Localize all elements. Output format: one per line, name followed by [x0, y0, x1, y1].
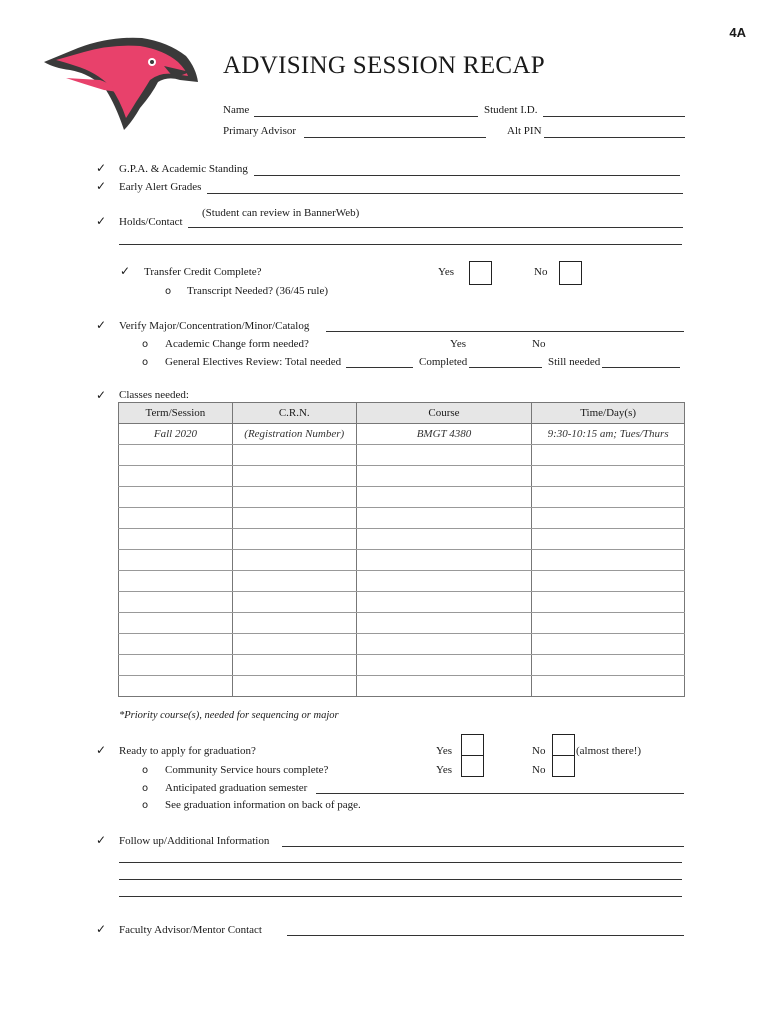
bullet-icon: o	[142, 765, 149, 776]
follow-up-field-4[interactable]	[119, 896, 682, 897]
name-label: Name	[223, 104, 250, 116]
table-cell[interactable]	[232, 571, 356, 592]
col-header-crn: C.R.N.	[232, 403, 356, 424]
table-cell[interactable]	[356, 676, 532, 697]
table-cell[interactable]	[232, 655, 356, 676]
table-cell[interactable]	[356, 550, 532, 571]
student-id-label: Student I.D.	[484, 104, 538, 116]
verify-major-field[interactable]	[326, 331, 684, 332]
academic-no-label: No	[532, 338, 546, 350]
table-cell[interactable]	[532, 592, 685, 613]
transfer-no-label: No	[534, 266, 548, 278]
table-cell[interactable]	[232, 466, 356, 487]
table-cell[interactable]	[119, 571, 233, 592]
follow-up-label: Follow up/Additional Information	[119, 835, 270, 847]
table-cell[interactable]	[232, 529, 356, 550]
table-cell[interactable]	[532, 445, 685, 466]
table-cell[interactable]	[119, 466, 233, 487]
bullet-icon: o	[165, 286, 172, 297]
total-needed-field[interactable]	[346, 367, 413, 368]
table-cell[interactable]	[232, 613, 356, 634]
still-needed-field[interactable]	[602, 367, 680, 368]
table-cell[interactable]	[532, 613, 685, 634]
holds-note: (Student can review in BannerWeb)	[202, 207, 360, 219]
table-cell[interactable]	[232, 487, 356, 508]
table-cell[interactable]	[119, 508, 233, 529]
classes-needed-label: Classes needed:	[119, 389, 189, 401]
student-id-field[interactable]	[543, 116, 685, 117]
transfer-yes-label: Yes	[438, 266, 455, 278]
classes-table	[118, 402, 685, 697]
community-yes-checkbox[interactable]	[461, 755, 484, 777]
table-row	[119, 550, 685, 571]
checkmark-icon: ✓	[120, 264, 131, 278]
table-row	[119, 466, 685, 487]
academic-yes-label: Yes	[450, 338, 467, 350]
checkmark-icon: ✓	[96, 743, 107, 757]
gen-electives-label: General Electives Review: Total needed	[165, 356, 342, 368]
completed-label: Completed	[419, 356, 468, 368]
table-cell[interactable]	[532, 550, 685, 571]
ready-no-label: No	[532, 745, 546, 757]
alt-pin-label: Alt PIN	[507, 125, 542, 137]
table-cell[interactable]	[356, 571, 532, 592]
table-cell[interactable]	[532, 508, 685, 529]
ready-yes-checkbox[interactable]	[461, 734, 484, 756]
primary-advisor-field[interactable]	[304, 137, 486, 138]
table-cell[interactable]	[356, 655, 532, 676]
checkmark-icon: ✓	[96, 179, 107, 193]
priority-footnote: *Priority course(s), needed for sequencing or major	[119, 710, 339, 721]
table-row	[119, 508, 685, 529]
table-row	[119, 487, 685, 508]
alt-pin-field[interactable]	[544, 137, 685, 138]
table-cell[interactable]	[232, 592, 356, 613]
table-cell[interactable]	[232, 550, 356, 571]
checkmark-icon: ✓	[96, 318, 107, 332]
page-title: ADVISING SESSION RECAP	[223, 52, 545, 79]
checkmark-icon: ✓	[96, 388, 107, 402]
early-alert-field[interactable]	[207, 193, 683, 194]
table-cell[interactable]	[232, 508, 356, 529]
ready-yes-label: Yes	[436, 745, 453, 757]
verify-major-label: Verify Major/Concentration/Minor/Catalog	[119, 320, 310, 332]
table-cell[interactable]	[532, 529, 685, 550]
follow-up-field-3[interactable]	[119, 879, 682, 880]
primary-advisor-label: Primary Advisor	[223, 125, 297, 137]
transfer-yes-checkbox[interactable]	[469, 261, 492, 285]
table-row	[119, 445, 685, 466]
table-cell[interactable]	[532, 487, 685, 508]
table-cell[interactable]	[119, 487, 233, 508]
col-header-course: Course	[356, 403, 532, 424]
table-cell[interactable]	[356, 592, 532, 613]
table-cell[interactable]	[232, 676, 356, 697]
almost-there-label: (almost there!)	[576, 745, 642, 757]
table-cell[interactable]	[356, 613, 532, 634]
example-term: Fall 2020	[119, 424, 233, 445]
table-cell[interactable]	[119, 592, 233, 613]
transcript-label: Transcript Needed? (36/45 rule)	[187, 285, 329, 297]
name-field[interactable]	[254, 116, 478, 117]
community-yes-label: Yes	[436, 764, 453, 776]
table-cell[interactable]	[356, 529, 532, 550]
example-time: 9:30-10:15 am; Tues/Thurs	[532, 424, 685, 445]
table-cell[interactable]	[356, 466, 532, 487]
ready-graduation-label: Ready to apply for graduation?	[119, 745, 256, 757]
gpa-label: G.P.A. & Academic Standing	[119, 163, 248, 175]
transfer-no-checkbox[interactable]	[559, 261, 582, 285]
page-number-label: 4A	[729, 25, 746, 40]
table-cell[interactable]	[119, 529, 233, 550]
table-cell[interactable]	[356, 487, 532, 508]
anticipated-graduation-field[interactable]	[316, 793, 684, 794]
holds-label: Holds/Contact	[119, 216, 183, 228]
table-cell[interactable]	[119, 676, 233, 697]
col-header-time: Time/Day(s)	[532, 403, 685, 424]
table-cell[interactable]	[532, 676, 685, 697]
transfer-credit-label: Transfer Credit Complete?	[144, 266, 262, 278]
holds-field-2[interactable]	[119, 244, 682, 245]
table-row	[119, 571, 685, 592]
table-row	[119, 529, 685, 550]
table-cell[interactable]	[532, 634, 685, 655]
still-needed-label: Still needed	[548, 356, 601, 368]
example-crn: (Registration Number)	[232, 424, 356, 445]
table-row	[119, 613, 685, 634]
early-alert-label: Early Alert Grades	[119, 181, 202, 193]
table-cell[interactable]	[356, 445, 532, 466]
table-row	[119, 592, 685, 613]
community-service-label: Community Service hours complete?	[165, 764, 329, 776]
table-cell[interactable]	[532, 571, 685, 592]
faculty-advisor-field[interactable]	[287, 935, 684, 936]
table-row	[119, 655, 685, 676]
example-course: BMGT 4380	[356, 424, 532, 445]
checkmark-icon: ✓	[96, 833, 107, 847]
table-cell[interactable]	[232, 445, 356, 466]
cardinal-logo-icon	[40, 32, 202, 132]
ready-no-checkbox[interactable]	[552, 734, 575, 756]
table-cell[interactable]	[119, 550, 233, 571]
faculty-advisor-label: Faculty Advisor/Mentor Contact	[119, 924, 262, 936]
bullet-icon: o	[142, 783, 149, 794]
community-no-label: No	[532, 764, 546, 776]
bullet-icon: o	[142, 339, 149, 350]
bullet-icon: o	[142, 357, 149, 368]
follow-up-field-2[interactable]	[119, 862, 682, 863]
table-cell[interactable]	[119, 613, 233, 634]
anticipated-graduation-label: Anticipated graduation semester	[165, 782, 308, 794]
checkmark-icon: ✓	[96, 922, 107, 936]
table-cell[interactable]	[119, 445, 233, 466]
see-graduation-info: See graduation information on back of page.	[165, 799, 361, 811]
community-no-checkbox[interactable]	[552, 755, 575, 777]
checkmark-icon: ✓	[96, 214, 107, 228]
bullet-icon: o	[142, 800, 149, 811]
holds-field[interactable]	[188, 227, 683, 228]
table-row	[119, 676, 685, 697]
table-cell[interactable]	[119, 655, 233, 676]
example-row	[119, 424, 685, 445]
table-cell[interactable]	[532, 655, 685, 676]
table-cell[interactable]	[232, 634, 356, 655]
table-cell[interactable]	[532, 466, 685, 487]
completed-field[interactable]	[469, 367, 542, 368]
table-row	[119, 634, 685, 655]
table-cell[interactable]	[356, 634, 532, 655]
col-header-term: Term/Session	[119, 403, 233, 424]
checkmark-icon: ✓	[96, 161, 107, 175]
gpa-field[interactable]	[254, 175, 680, 176]
follow-up-field[interactable]	[282, 846, 684, 847]
table-cell[interactable]	[356, 508, 532, 529]
academic-change-label: Academic Change form needed?	[165, 338, 309, 350]
table-cell[interactable]	[119, 634, 233, 655]
